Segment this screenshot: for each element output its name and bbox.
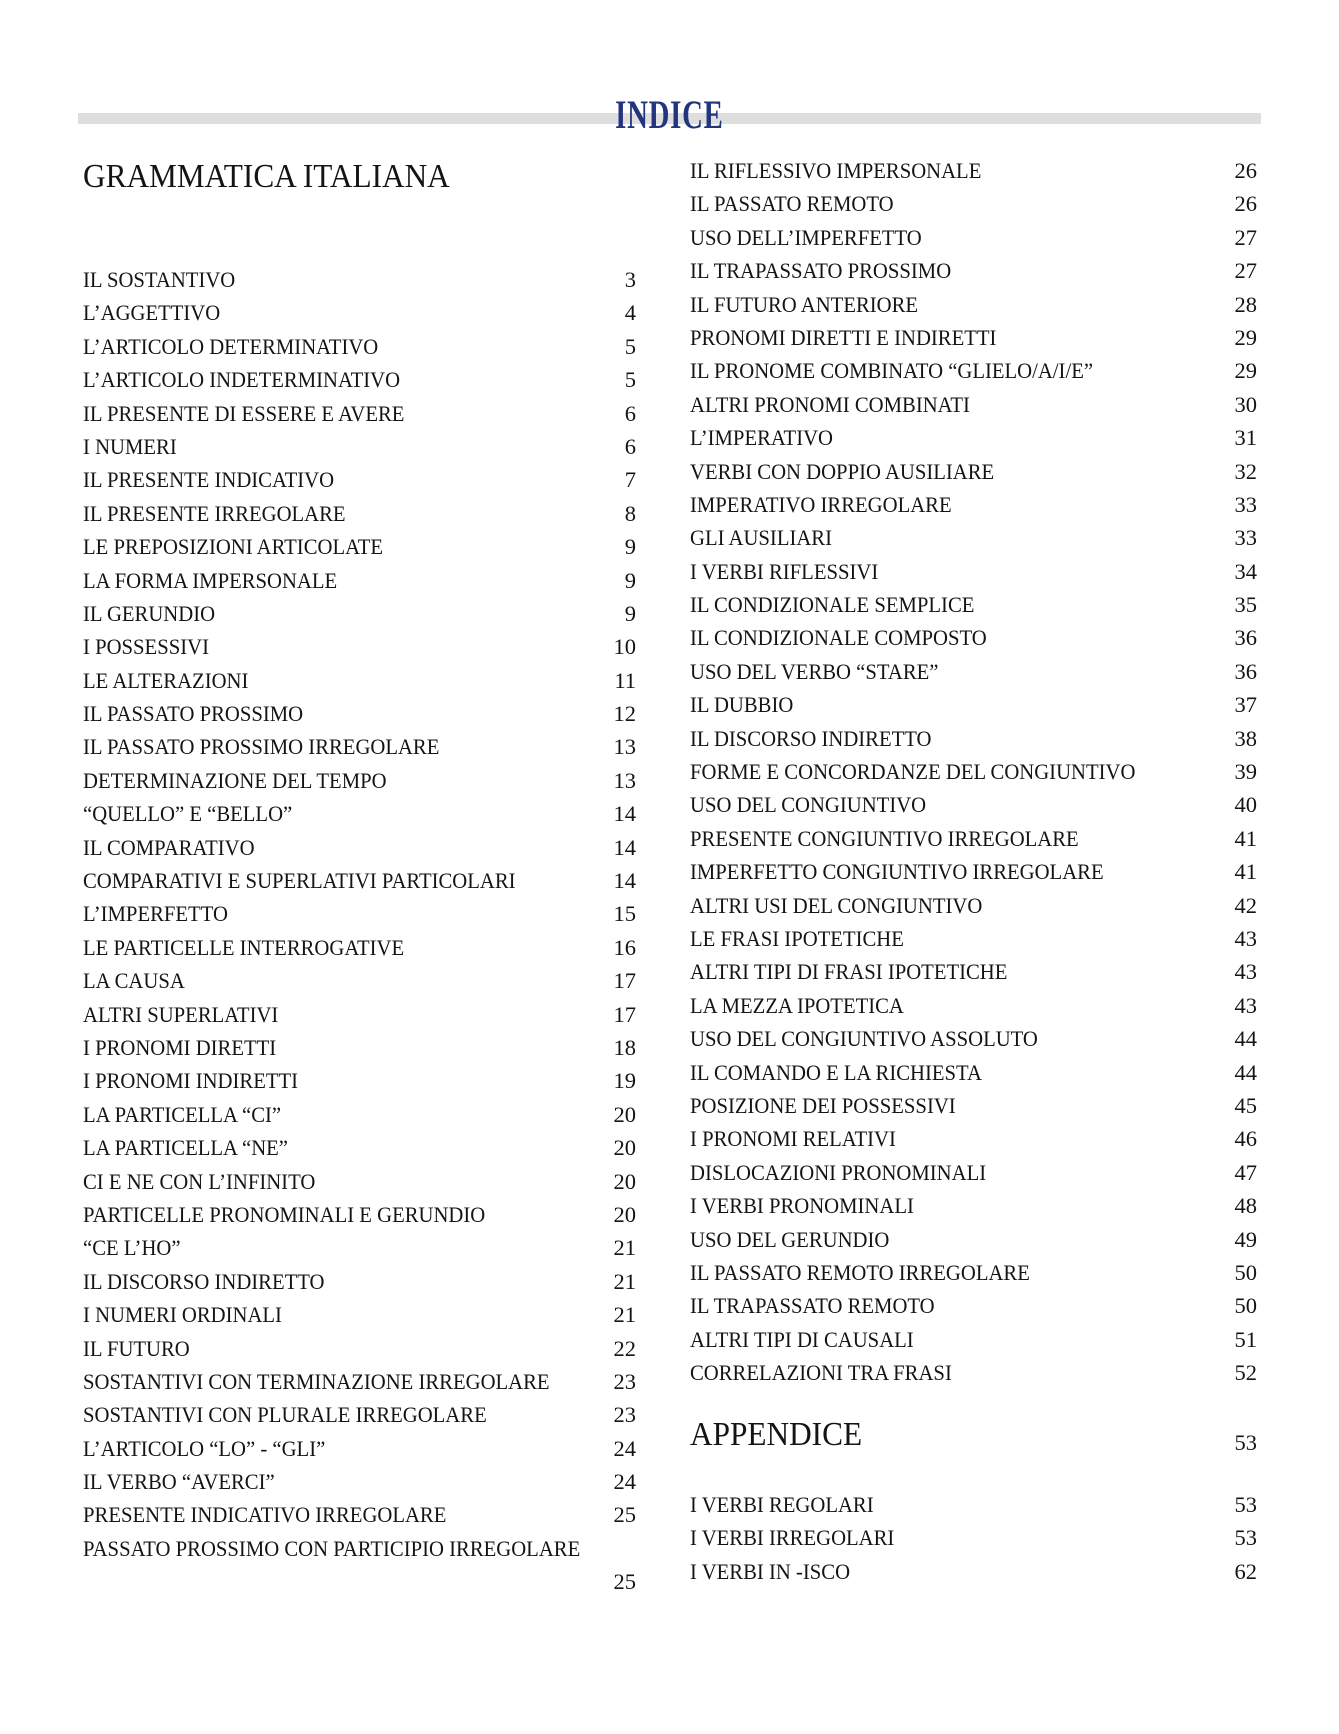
toc-entry[interactable]: [690, 1323, 1257, 1356]
toc-entry-title: LA FORMA IMPERSONALE: [83, 567, 338, 593]
toc-entry-title: IL PRESENTE IRREGOLARE: [83, 500, 346, 526]
toc-entry-page: 51: [1234, 1326, 1257, 1352]
toc-entry-title: FORME E CONCORDANZE DEL CONGIUNTIVO: [690, 759, 1136, 785]
toc-entry[interactable]: [83, 564, 636, 597]
toc-entry[interactable]: [83, 664, 636, 697]
toc-entry-page: 20: [613, 1168, 636, 1194]
toc-entry-page: 52: [1234, 1360, 1257, 1386]
toc-entry-title: USO DEL CONGIUNTIVO: [690, 792, 927, 818]
toc-entry-page: 25: [613, 1502, 636, 1528]
page-title: INDICE: [615, 92, 724, 137]
toc-entry-title: IL FUTURO: [83, 1335, 190, 1361]
toc-entry-page: 3: [624, 267, 636, 292]
toc-entry[interactable]: [690, 855, 1257, 888]
toc-entry[interactable]: [83, 1165, 636, 1198]
toc-entry-page: 21: [613, 1302, 636, 1328]
toc-entry-title: L’ARTICOLO “LO” - “GLI”: [83, 1435, 326, 1461]
toc-entry-page: 9: [624, 534, 636, 560]
toc-entry[interactable]: [83, 998, 636, 1031]
toc-entry-title: ALTRI USI DEL CONGIUNTIVO: [690, 892, 983, 918]
toc-entry[interactable]: [83, 1098, 636, 1131]
toc-list-right: [690, 154, 1257, 1389]
toc-entry-title: IL VERBO “AVERCI”: [83, 1469, 275, 1495]
toc-entry[interactable]: [690, 354, 1257, 387]
toc-entry-page: 47: [1234, 1159, 1257, 1185]
toc-entry[interactable]: [690, 1056, 1257, 1089]
toc-entry-title: IL TRAPASSATO PROSSIMO: [690, 258, 952, 284]
toc-entry-title: DETERMINAZIONE DEL TEMPO: [83, 767, 387, 793]
toc-entry[interactable]: [690, 722, 1257, 755]
toc-entry-page: 35: [1234, 592, 1257, 618]
toc-entry[interactable]: [690, 1289, 1257, 1322]
toc-entry-page: 20: [613, 1135, 636, 1161]
toc-entry[interactable]: [690, 822, 1257, 855]
toc-entry[interactable]: [83, 764, 636, 797]
toc-entry-title: IL CONDIZIONALE SEMPLICE: [690, 592, 975, 618]
toc-entry-page: 6: [624, 400, 636, 426]
toc-entry[interactable]: [690, 588, 1257, 621]
toc-entry[interactable]: [690, 1521, 1257, 1554]
toc-entry-page: 13: [613, 734, 636, 760]
toc-entry-page: 48: [1234, 1193, 1257, 1219]
toc-entry[interactable]: [83, 430, 636, 463]
toc-entry-title: LA CAUSA: [83, 968, 185, 994]
toc-entry-title: IL PASSATO REMOTO: [690, 191, 894, 217]
toc-entry-page: 50: [1234, 1259, 1257, 1285]
toc-entry-title: ALTRI PRONOMI COMBINATI: [690, 391, 970, 417]
toc-entry-page: 6: [624, 433, 636, 459]
toc-entry-page: 12: [613, 701, 636, 727]
toc-entry-page: 43: [1234, 992, 1257, 1018]
toc-entry[interactable]: [690, 321, 1257, 354]
toc-entry-title: LA MEZZA IPOTETICA: [690, 992, 904, 1018]
toc-entry[interactable]: [690, 655, 1257, 688]
toc-entry[interactable]: [690, 521, 1257, 554]
toc-entry[interactable]: [690, 755, 1257, 788]
toc-entry[interactable]: [83, 397, 636, 430]
toc-entry-title: LE PREPOSIZIONI ARTICOLATE: [83, 534, 384, 560]
section-heading-appendice: APPENDICE: [690, 1416, 863, 1453]
toc-entry[interactable]: [690, 421, 1257, 454]
toc-entry[interactable]: [83, 697, 636, 730]
toc-entry[interactable]: [83, 530, 636, 563]
toc-entry-title: LE ALTERAZIONI: [83, 667, 249, 693]
toc-entry-title: L’IMPERFETTO: [83, 901, 228, 927]
toc-entry[interactable]: [690, 388, 1257, 421]
toc-entry-title: IL COMANDO E LA RICHIESTA: [690, 1059, 982, 1085]
toc-entry-page: 41: [1234, 825, 1257, 851]
toc-entry-title: IL PRESENTE INDICATIVO: [83, 467, 335, 493]
toc-entry-page: 41: [1234, 859, 1257, 885]
toc-list-appendix: [690, 1488, 1257, 1588]
toc-entry-title: I NUMERI: [83, 433, 177, 459]
toc-entry-page: 5: [624, 333, 636, 359]
toc-entry-title: ALTRI TIPI DI FRASI IPOTETICHE: [690, 959, 1008, 985]
toc-entry[interactable]: [83, 1198, 636, 1231]
toc-entry-page: 45: [1234, 1092, 1257, 1118]
toc-entry-page: 16: [613, 934, 636, 960]
toc-entry-title: IMPERFETTO CONGIUNTIVO IRREGOLARE: [690, 859, 1104, 885]
toc-entry-page: 46: [1234, 1126, 1257, 1152]
toc-entry-page: 29: [1234, 324, 1257, 350]
toc-entry-page: 22: [613, 1335, 636, 1361]
toc-entry-title: PARTICELLE PRONOMINALI E GERUNDIO: [83, 1201, 486, 1227]
toc-entry[interactable]: [690, 1022, 1257, 1055]
toc-entry-page: 18: [613, 1034, 636, 1060]
toc-entry-page: 44: [1234, 1026, 1257, 1052]
toc-entry-page: 42: [1234, 892, 1257, 918]
toc-entry-page: 11: [614, 667, 636, 693]
toc-entry-title: SOSTANTIVI CON PLURALE IRREGOLARE: [83, 1402, 487, 1428]
toc-entry-page: 28: [1234, 291, 1257, 317]
toc-entry-page: 49: [1234, 1226, 1257, 1252]
toc-entry-title: PRONOMI DIRETTI E INDIRETTI: [690, 324, 997, 350]
toc-entry-page: 26: [1234, 158, 1257, 183]
toc-entry[interactable]: [690, 1256, 1257, 1289]
toc-entry[interactable]: [83, 1332, 636, 1365]
toc-entry[interactable]: [690, 187, 1257, 220]
toc-entry-title: PASSATO PROSSIMO CON PARTICIPIO IRREGOLARE: [83, 1535, 581, 1561]
toc-entry-title: USO DEL GERUNDIO: [690, 1226, 890, 1252]
toc-entry[interactable]: [690, 488, 1257, 521]
toc-entry-page: 8: [624, 500, 636, 526]
toc-entry-page: 53: [1234, 1525, 1257, 1551]
toc-entry-page: 53: [1234, 1492, 1257, 1517]
toc-entry-title: SOSTANTIVI CON TERMINAZIONE IRREGOLARE: [83, 1368, 550, 1394]
toc-entry[interactable]: [83, 1465, 636, 1498]
toc-entry-page: 34: [1234, 558, 1257, 584]
toc-entry-page: 44: [1234, 1059, 1257, 1085]
toc-entry[interactable]: [690, 455, 1257, 488]
toc-entry-title: IL TRAPASSATO REMOTO: [690, 1293, 935, 1319]
toc-entry-title: USO DELL’IMPERFETTO: [690, 224, 922, 250]
toc-entry-page: 20: [613, 1101, 636, 1127]
toc-entry-title: ALTRI TIPI DI CAUSALI: [690, 1326, 914, 1352]
toc-entry-title: USO DEL CONGIUNTIVO ASSOLUTO: [690, 1026, 1038, 1052]
toc-entry-title: I PRONOMI INDIRETTI: [83, 1068, 299, 1094]
toc-entry-title: IL SOSTANTIVO: [83, 267, 236, 292]
toc-entry[interactable]: [83, 1298, 636, 1331]
toc-entry[interactable]: [690, 1555, 1257, 1588]
toc-entry-page: 21: [613, 1268, 636, 1294]
toc-entry-page: 40: [1234, 792, 1257, 818]
toc-entry-title: L’ARTICOLO DETERMINATIVO: [83, 333, 379, 359]
toc-entry[interactable]: [690, 989, 1257, 1022]
toc-entry-title: PRESENTE CONGIUNTIVO IRREGOLARE: [690, 825, 1079, 851]
toc-entry-page: 31: [1234, 425, 1257, 451]
toc-entry-title: IL PASSATO PROSSIMO IRREGOLARE: [83, 734, 440, 760]
toc-entry-title: CI E NE CON L’INFINITO: [83, 1168, 316, 1194]
toc-entry-title: IL RIFLESSIVO IMPERSONALE: [690, 158, 982, 183]
toc-entry-page: 5: [624, 367, 636, 393]
toc-entry-page: 9: [624, 567, 636, 593]
toc-entry-page: 19: [613, 1068, 636, 1094]
toc-entry[interactable]: [83, 1131, 636, 1164]
toc-entry[interactable]: [690, 1122, 1257, 1155]
toc-entry-page: 50: [1234, 1293, 1257, 1319]
toc-entry-page: 23: [613, 1402, 636, 1428]
toc-entry-page: 36: [1234, 625, 1257, 651]
toc-entry-page: 27: [1234, 224, 1257, 250]
toc-entry-title: L’AGGETTIVO: [83, 300, 221, 326]
toc-entry-title: IL PRONOME COMBINATO “GLIELO/A/I/E”: [690, 358, 1094, 384]
toc-entry[interactable]: [83, 730, 636, 763]
toc-entry-page: 36: [1234, 658, 1257, 684]
toc-entry-page: 20: [613, 1201, 636, 1227]
toc-entry-title: IL CONDIZIONALE COMPOSTO: [690, 625, 987, 651]
toc-entry-page: 38: [1234, 725, 1257, 751]
toc-entry-page: 17: [613, 968, 636, 994]
toc-entry-title: I VERBI REGOLARI: [690, 1492, 874, 1517]
toc-entry-page: 14: [613, 801, 636, 827]
toc-entry[interactable]: [83, 797, 636, 830]
toc-entry-title: LA PARTICELLA “NE”: [83, 1135, 288, 1161]
toc-entry[interactable]: [83, 964, 636, 997]
toc-entry-page: 10: [613, 634, 636, 660]
toc-entry[interactable]: [690, 288, 1257, 321]
toc-entry[interactable]: [83, 1398, 636, 1431]
toc-entry-title: IL PASSATO PROSSIMO: [83, 701, 304, 727]
toc-entry-title: LE FRASI IPOTETICHE: [690, 925, 904, 951]
toc-entry-title: USO DEL VERBO “STARE”: [690, 658, 939, 684]
toc-entry[interactable]: [690, 254, 1257, 287]
toc-entry-title: I PRONOMI DIRETTI: [83, 1034, 277, 1060]
toc-entry-page: 43: [1234, 959, 1257, 985]
toc-entry-page: 62: [1234, 1558, 1257, 1584]
toc-entry[interactable]: [83, 1064, 636, 1097]
toc-entry-page: 17: [613, 1001, 636, 1027]
toc-entry-page: 39: [1234, 759, 1257, 785]
toc-entry-page: 14: [613, 868, 636, 894]
toc-entry[interactable]: [83, 597, 636, 630]
toc-entry-title: GLI AUSILIARI: [690, 525, 833, 551]
toc-entry-title: I VERBI RIFLESSIVI: [690, 558, 879, 584]
section-heading-grammatica: GRAMMATICA ITALIANA: [83, 158, 450, 195]
toc-entry[interactable]: [83, 263, 636, 296]
toc-entry[interactable]: [83, 1231, 636, 1264]
toc-entry[interactable]: [690, 221, 1257, 254]
toc-entry-title: IL FUTURO ANTERIORE: [690, 291, 919, 317]
toc-entry-page: 33: [1234, 491, 1257, 517]
toc-entry-title: I PRONOMI RELATIVI: [690, 1126, 896, 1152]
toc-entry[interactable]: [690, 154, 1257, 187]
toc-entry-page: 32: [1234, 458, 1257, 484]
toc-entry[interactable]: [83, 897, 636, 930]
toc-entry[interactable]: [690, 1488, 1257, 1521]
toc-entry[interactable]: [690, 1223, 1257, 1256]
toc-entry-title: L’IMPERATIVO: [690, 425, 834, 451]
toc-entry-title: IL DISCORSO INDIRETTO: [83, 1268, 325, 1294]
toc-entry-page: 43: [1234, 925, 1257, 951]
toc-entry-page: 13: [613, 767, 636, 793]
toc-entry[interactable]: [690, 688, 1257, 721]
toc-entry[interactable]: [690, 788, 1257, 821]
toc-entry-title: L’ARTICOLO INDETERMINATIVO: [83, 367, 401, 393]
toc-entry[interactable]: [690, 922, 1257, 955]
toc-entry-title: IMPERATIVO IRREGOLARE: [690, 491, 952, 517]
toc-entry[interactable]: [83, 463, 636, 496]
toc-entry[interactable]: [83, 497, 636, 530]
toc-entry-title: I NUMERI ORDINALI: [83, 1302, 282, 1328]
toc-entry-title: CORRELAZIONI TRA FRASI: [690, 1360, 952, 1386]
toc-entry[interactable]: [690, 1189, 1257, 1222]
appendix-page-number: 53: [1234, 1430, 1257, 1455]
toc-entry[interactable]: [83, 831, 636, 864]
toc-entry[interactable]: [83, 1498, 636, 1531]
toc-entry-page: 26: [1234, 191, 1257, 217]
toc-entry[interactable]: [83, 1532, 636, 1599]
toc-entry-title: IL PASSATO REMOTO IRREGOLARE: [690, 1259, 1030, 1285]
toc-entry[interactable]: [83, 1031, 636, 1064]
toc-entry-page: 29: [1234, 358, 1257, 384]
toc-entry-page: 30: [1234, 391, 1257, 417]
toc-entry[interactable]: [83, 931, 636, 964]
toc-entry-page: 9: [624, 600, 636, 626]
toc-entry-page: 24: [613, 1469, 636, 1495]
toc-entry-title: IL COMPARATIVO: [83, 834, 255, 860]
toc-entry[interactable]: [83, 1432, 636, 1465]
toc-entry-title: ALTRI SUPERLATIVI: [83, 1001, 279, 1027]
toc-entry[interactable]: [83, 864, 636, 897]
toc-entry-title: I VERBI IN -ISCO: [690, 1558, 851, 1584]
toc-entry[interactable]: [690, 1356, 1257, 1389]
toc-list-left: [83, 263, 636, 1599]
toc-entry-title: LA PARTICELLA “CI”: [83, 1101, 282, 1127]
toc-entry-page: 37: [1234, 692, 1257, 718]
toc-entry-title: I VERBI PRONOMINALI: [690, 1193, 914, 1219]
toc-entry-title: PRESENTE INDICATIVO IRREGOLARE: [83, 1502, 447, 1528]
toc-entry[interactable]: [83, 363, 636, 396]
toc-entry[interactable]: [83, 1365, 636, 1398]
toc-entry-title: IL DISCORSO INDIRETTO: [690, 725, 932, 751]
toc-entry[interactable]: [690, 1089, 1257, 1122]
toc-entry-page: 4: [624, 300, 636, 326]
toc-entry[interactable]: [690, 1156, 1257, 1189]
toc-entry[interactable]: [690, 621, 1257, 654]
toc-entry-title: DISLOCAZIONI PRONOMINALI: [690, 1159, 987, 1185]
toc-entry-page: 14: [613, 834, 636, 860]
toc-entry-page: 23: [613, 1368, 636, 1394]
toc-entry-title: I POSSESSIVI: [83, 634, 209, 660]
toc-entry[interactable]: [83, 296, 636, 329]
toc-entry-title: IL GERUNDIO: [83, 600, 216, 626]
toc-entry-title: I VERBI IRREGOLARI: [690, 1525, 895, 1551]
toc-entry-page: 25: [613, 1569, 636, 1595]
toc-entry[interactable]: [83, 330, 636, 363]
toc-entry-title: LE PARTICELLE INTERROGATIVE: [83, 934, 405, 960]
toc-entry-page: 33: [1234, 525, 1257, 551]
toc-entry-page: 27: [1234, 258, 1257, 284]
toc-entry[interactable]: [83, 1265, 636, 1298]
toc-entry-title: COMPARATIVI E SUPERLATIVI PARTICOLARI: [83, 868, 516, 894]
toc-entry[interactable]: [83, 630, 636, 663]
toc-entry-title: “CE L’HO”: [83, 1235, 181, 1261]
toc-entry[interactable]: [690, 955, 1257, 988]
toc-entry-title: IL PRESENTE DI ESSERE E AVERE: [83, 400, 405, 426]
toc-entry-title: “QUELLO” E “BELLO”: [83, 801, 293, 827]
toc-entry[interactable]: [690, 555, 1257, 588]
toc-entry-page: 21: [613, 1235, 636, 1261]
toc-entry-page: 15: [613, 901, 636, 927]
toc-entry-title: POSIZIONE DEI POSSESSIVI: [690, 1092, 956, 1118]
toc-entry-title: VERBI CON DOPPIO AUSILIARE: [690, 458, 995, 484]
toc-entry-title: IL DUBBIO: [690, 692, 794, 718]
toc-entry-page: 24: [613, 1435, 636, 1461]
toc-entry[interactable]: [690, 889, 1257, 922]
toc-entry-page: 7: [624, 467, 636, 493]
